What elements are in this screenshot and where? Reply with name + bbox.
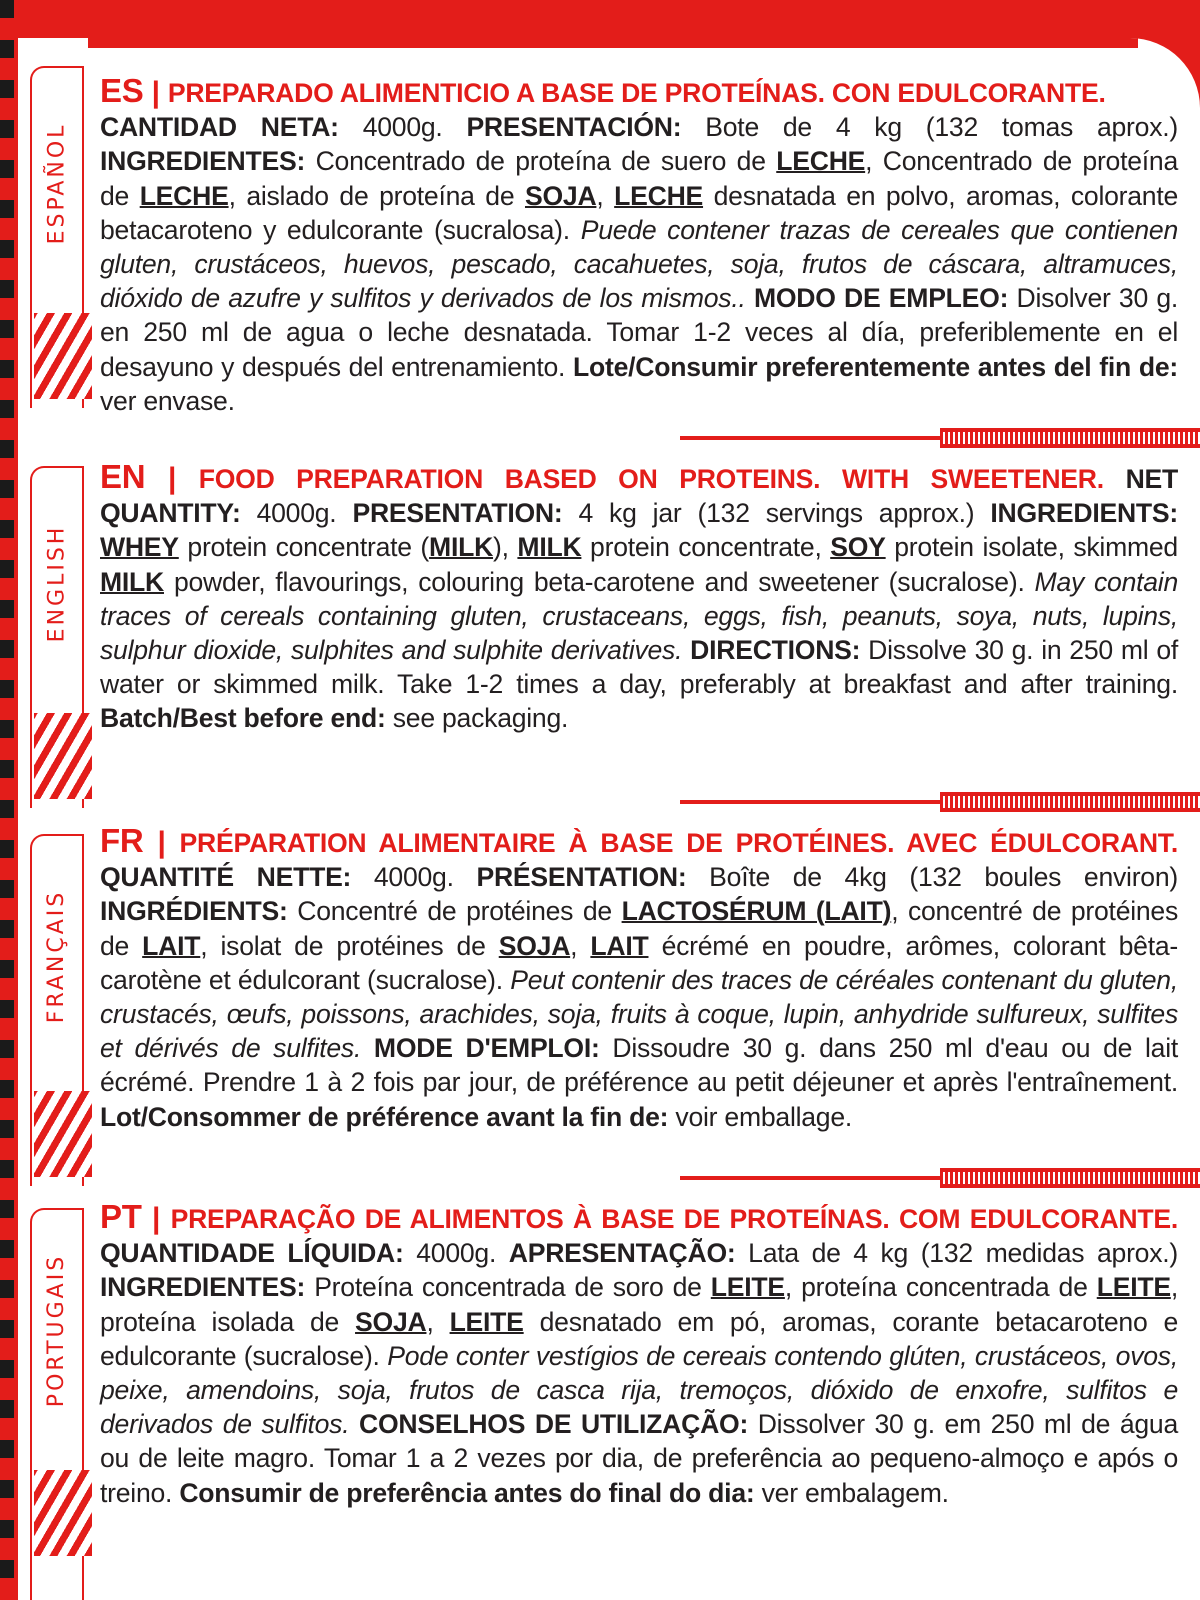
allergen-text: LEITE [710,1272,785,1303]
allergen-text: LAIT [590,930,649,961]
section-text-en [100,460,1178,736]
allergen-text: LECHE [614,180,704,211]
language-name: FRANÇAIS [44,889,70,1023]
body-text: protein concentrate ( [178,532,430,563]
body-text: Dissolve 30 g. in 250 ml of water or skimmed milk. Take 1-2 times a day, preferably at breakfast and after training. [100,635,1179,700]
bold-text: Lot/Consommer de préférence avant la fin de: [100,1101,669,1132]
body-text: Concentrado de proteína de suero de [305,146,777,177]
bold-text: PRESENTACIÓN: [466,112,682,143]
body-text: écrémé en poudre, arômes, colorant bêta-carotène et édulcorant (sucralose). [100,930,1178,995]
allergen-text: SOJA [355,1306,427,1337]
allergen-text: MILK [517,532,582,563]
section-es [18,38,1200,428]
body-text: Disolver 30 g. en 250 ml de agua o leche desnatada. Tomar 1-2 veces al día, preferiblemente en el desayuno y después del entrenamiento. [100,283,1179,382]
body-text: see packaging. [385,703,569,734]
bold-text: INGREDIENTES: [100,1272,306,1303]
body-text: protein concentrate, [581,532,831,563]
bold-text: PRESENTATION: [352,498,563,529]
allergen-text: SOY [830,532,886,563]
trace-warning-text: Pode conter vestígios de cereais contendo glúten, crustáceos, ovos, peixe, amendoins, soja, frutos de casca rija, tremoços, dióxido de enxofre, sulfitos e derivados de sulfitos. [100,1340,1178,1440]
code-separator: | [145,462,199,495]
side-stripes-pt [34,1470,92,1556]
bold-text: CONSELHOS DE UTILIZAÇÃO: [359,1409,749,1440]
body-text [746,283,754,313]
allergen-text: WHEY [100,532,179,563]
language-name: PORTUGAIS [44,1253,70,1407]
body-text: , Concentrado de proteína de [100,146,1178,211]
section-text-es [100,74,1178,418]
body-text: 4000g. [403,1238,509,1269]
bold-text: APRESENTAÇÃO: [508,1238,736,1269]
side-label-pt [32,1210,82,1450]
allergen-text: SOJA [498,930,571,961]
bold-text: DIRECTIONS: [690,635,861,666]
allergen-text: MILK [429,532,494,563]
trace-warning-text: Puede contener trazas de cereales que contienen gluten, crustáceos, huevos, pescado, cacahuetes, soja, frutos de cáscara, altramuces, dióxido de azufre y sulfitos y derivados de los mismos.. [100,214,1178,314]
body-text: ), [493,532,518,563]
body-text: Concentré de protéines de [287,896,622,927]
bold-text: PRÉSENTATION: [476,862,687,893]
code-separator: | [143,76,168,109]
allergen-text: LAIT [142,930,201,961]
language-name: ENGLISH [44,524,70,642]
allergen-text: MILK [100,566,164,597]
left-decorative-strip [0,0,14,1600]
body-text: Boîte de 4kg (132 boules environ) [686,862,1178,893]
body-text: , [570,930,591,961]
body-text: powder, flavourings, colouring beta-carotene and sweetener (sucralose). [164,566,1035,597]
allergen-text: LEITE [449,1306,524,1337]
body-text: Dissolver 30 g. em 250 ml de água ou de leite magro. Tomar 1 a 2 vezes por dia, de preferência ao pequeno-almoço e após o treino. [100,1409,1178,1508]
body-text: , isolat de protéines de [200,930,499,961]
side-frame-pt [30,1208,84,1600]
allergen-text: LEITE [1096,1272,1171,1303]
body-text [349,1409,359,1439]
product-title: PREPARAÇÃO DE ALIMENTOS À BASE DE PROTEÍNAS. COM EDULCORANTE. [170,1204,1178,1234]
body-text [682,635,690,665]
side-label-fr [32,836,82,1076]
body-text: , proteína isolada de [100,1272,1178,1337]
bold-text: MODO DE EMPLEO: [753,283,1009,314]
body-text: , concentré de protéines de [100,896,1179,961]
bold-text: INGREDIENTES: [100,146,306,177]
allergen-text: LACTOSÉRUM (LAIT) [621,896,892,927]
body-text: desnatada en polvo, aromas, colorante betacaroteno y edulcorante (sucralosa). [100,180,1179,245]
bold-text: Batch/Best before end: [100,703,386,734]
trace-warning-text: Peut contenir des traces de céréales contenant du gluten, crustacés, œufs, poissons, arachides, soja, fruits à coque, lupin, anhydride sulfureux, sulfites et dérivés de sulfites. [100,964,1178,1064]
lang-code: PT [100,1198,142,1235]
body-text: 4 kg jar (132 servings approx.) [562,498,991,529]
bold-text: NET QUANTITY: [100,464,1178,529]
section-text-pt [100,1200,1178,1510]
allergen-text: LECHE [776,146,866,177]
body-text: 4000g. [240,498,353,529]
body-text: voir emballage. [668,1101,853,1132]
side-frame-es [30,66,84,408]
body-text: ver envase. [100,385,235,416]
body-text: Lata de 4 kg (132 medidas aprox.) [735,1238,1179,1269]
product-title: PREPARADO ALIMENTICIO A BASE DE PROTEÍNAS. CON EDULCORANTE. [167,78,1106,108]
section-fr [18,806,1200,1186]
bold-text: Consumir de preferência antes do final do dia: [179,1477,755,1508]
body-text [1104,464,1126,494]
body-text: 4000g. [338,112,467,143]
bold-text: INGRÉDIENTS: [100,896,288,927]
body-text: 4000g. [351,862,477,893]
body-text [361,1033,374,1063]
side-stripes-en [34,713,92,799]
section-en [18,438,1200,808]
body-text: desnatado em pó, aromas, corante betacaroteno e edulcorante (sucralose). [100,1306,1178,1371]
code-separator: | [141,1202,171,1235]
divider-line [680,800,940,804]
lang-code: ES [100,72,144,109]
body-text: ver embalagem. [754,1477,949,1508]
body-text: , aislado de proteína de [228,180,525,211]
product-title: PRÉPARATION ALIMENTAIRE À BASE DE PROTÉINES. AVEC ÉDULCORANT. [179,828,1178,858]
bold-text: QUANTIDADE LÍQUIDA: [100,1238,404,1269]
bold-text: CANTIDAD NETA: [100,112,339,143]
side-stripes-fr [34,1091,92,1177]
label-panel [18,38,1200,1600]
bold-text: QUANTITÉ NETTE: [100,862,352,893]
body-text: , [596,180,615,211]
body-text: , proteína concentrada de [784,1272,1097,1303]
section-text-fr [100,824,1178,1134]
allergen-text: LECHE [139,180,229,211]
lang-code: EN [100,458,146,495]
lang-code: FR [100,822,144,859]
body-text: Bote de 4 kg (132 tomas aprox.) [681,112,1178,143]
code-separator: | [143,826,180,859]
language-name: ESPAÑOL [44,122,70,244]
bold-text: INGREDIENTS: [990,498,1178,529]
side-label-es [32,68,82,298]
body-text: Dissoudre 30 g. dans 250 ml d'eau ou de lait écrémé. Prendre 1 à 2 fois par jour, de préférence au petit déjeuner et après l'entraînement. [100,1033,1178,1098]
side-label-en [32,468,82,698]
product-title: FOOD PREPARATION BASED ON PROTEINS. WITH SWEETENER. [198,464,1104,494]
bold-text: MODE D'EMPLOI: [373,1033,600,1064]
section-pt [18,1180,1200,1600]
trace-warning-text: May contain traces of cereals containing gluten, crustaceans, eggs, fish, peanuts, soya, nuts, lupins, sulphur dioxide, sulphites and sulphite derivatives. [100,566,1178,666]
body-text: , [426,1306,450,1337]
side-frame-fr [30,834,84,1186]
bold-text: Lote/Consumir preferentemente antes del fin de: [573,351,1178,382]
body-text: Proteína concentrada de soro de [305,1272,711,1303]
side-frame-en [30,466,84,808]
side-stripes-es [34,313,92,399]
body-text: protein isolate, skimmed [885,532,1178,563]
allergen-text: SOJA [524,180,597,211]
